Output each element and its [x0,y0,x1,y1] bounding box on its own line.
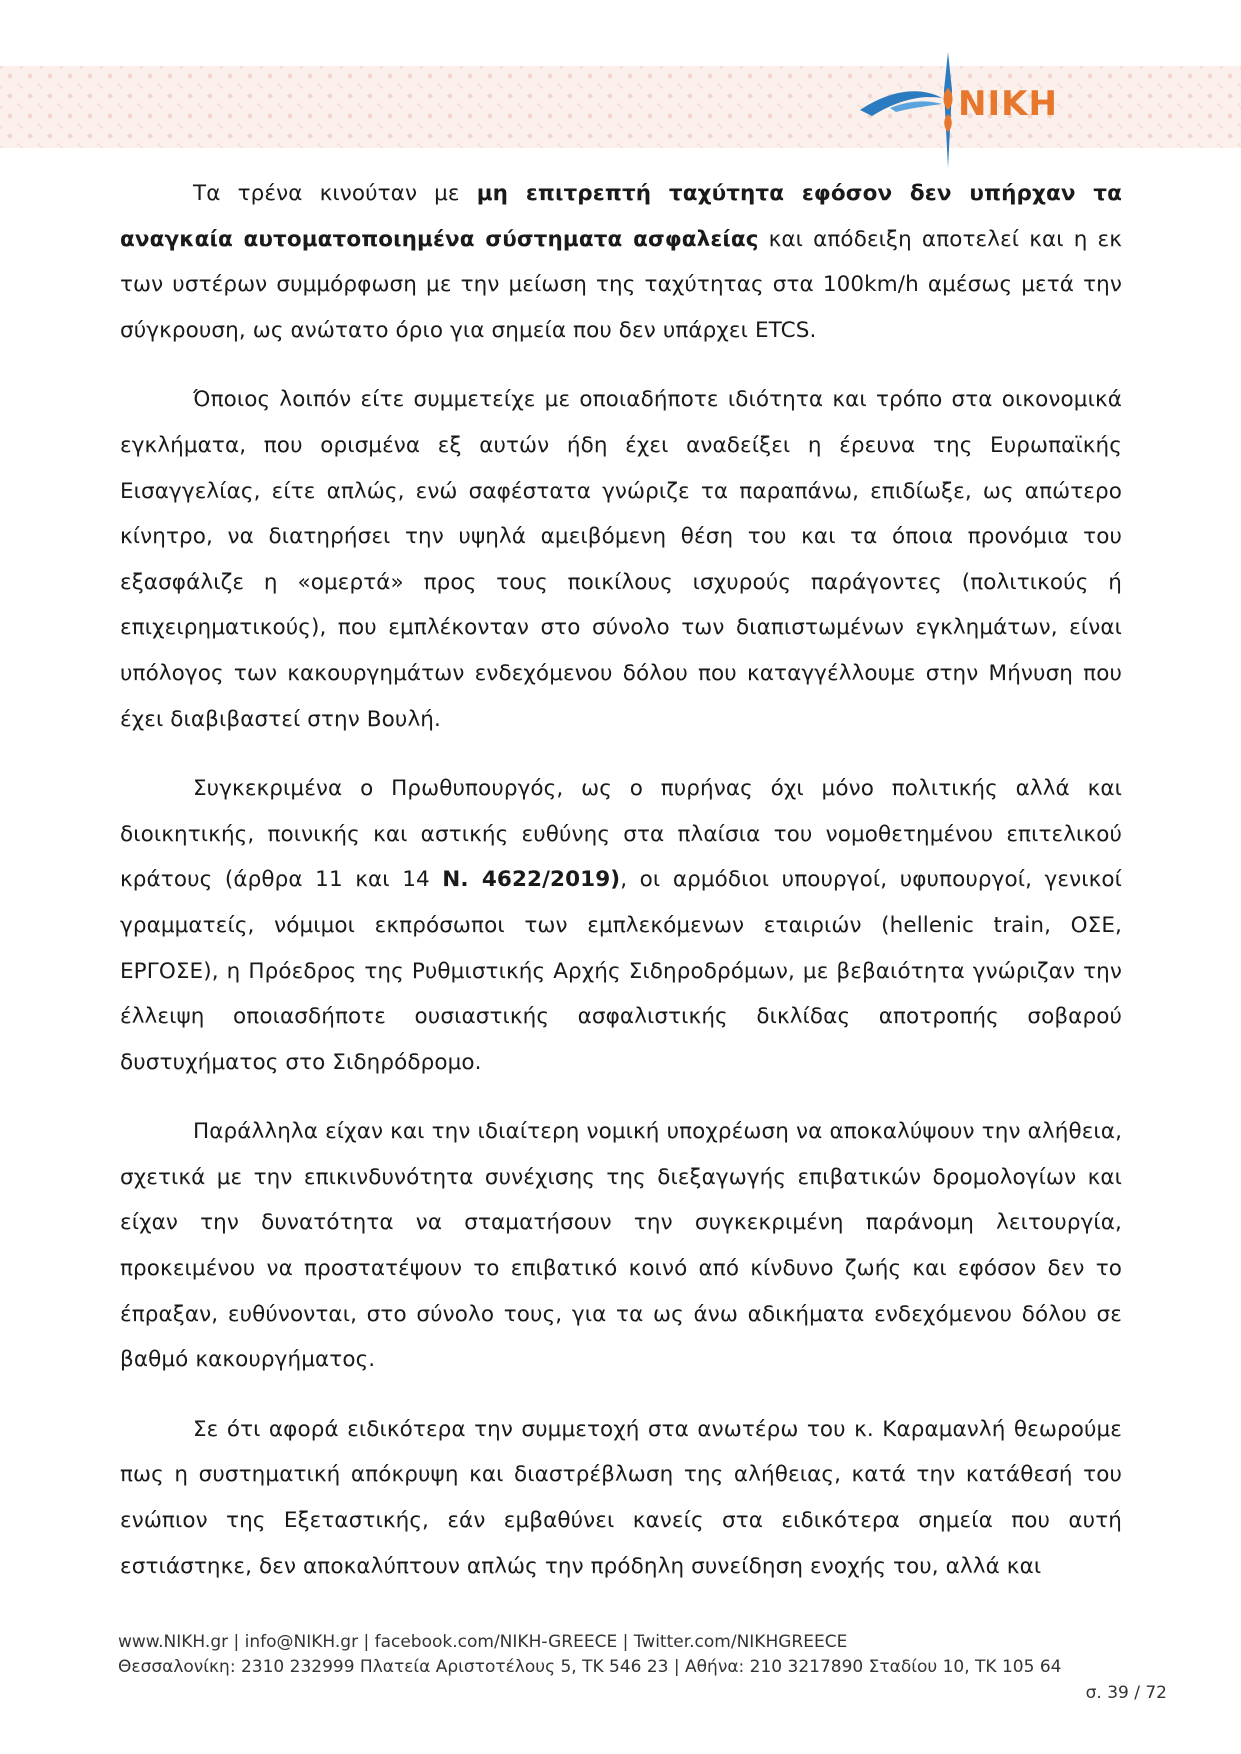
paragraph-3-text-a: Συγκεκριμένα ο Πρωθυπουργός, ως ο πυρήνας όχι μόνο πολιτικής αλλά και διοικητικής, ποινικής και αστικής ευθύνης στα πλαίσια του νομοθετημένου επιτελικού κράτους (άρθρα 11 και 14 [120,776,1122,893]
paragraph-3-bold-law: Ν. 4622/2019) [442,867,621,893]
paragraph-1 [120,171,1122,353]
paragraph-5: Σε ότι αφορά ειδικότερα την συμμετοχή στα ανωτέρω του κ. Καραμανλή θεωρούμε πως η συστηματική απόκρυψη και διαστρέβλωση της αλήθειας, κατά την κατάθεσή του ενώπιον της Εξεταστικής, εάν εμβαθύνει κανείς στα ειδικότερα σημεία που αυτή εστιάστηκε, δεν αποκαλύπτουν απλώς την πρόδηλη συνείδηση ενοχής του, αλλά και [120,1416,1122,1579]
page-footer [118,1630,1118,1680]
paragraph-1-text-a: Τα τρένα κινούταν με [193,181,477,206]
footer-addresses: Θεσσαλονίκη: 2310 232999 Πλατεία Αριστοτέλους 5, ΤΚ 546 23 | Αθήνα: 210 3217890 Σταδίου 10, ΤΚ 105 64 [118,1657,1062,1677]
nikh-logo [850,50,1090,170]
paragraph-2: Όποιος λοιπόν είτε συμμετείχε με οποιαδήποτε ιδιότητα και τρόπο στα οικονομικά εγκλήματα, που ορισμένα εξ αυτών ήδη έχει αναδείξει η έρευνα της Ευρωπαϊκής Εισαγγελίας, είτε απλώς, ενώ σαφέστατα γνώριζε τα παραπάνω, επιδίωξε, ως απώτερο κίνητρο, να διατηρήσει την υψηλά αμειβόμενη θέση του και τα όποια προνόμια του εξασφάλιζε η «ομερτά» προς τους ποικίλους ισχυρούς παράγοντες (πολιτικούς ή επιχειρηματικούς), που εμπλέκονταν στο σύνολο των διαπιστωμένων εγκλημάτων, είναι υπόλογος των κακουργημάτων ενδεχόμενου δόλου που καταγγέλλουμε στην Μήνυση που έχει διαβιβαστεί στην Βουλή. [120,387,1122,732]
page-number: σ. 39 / 72 [1085,1683,1167,1703]
paragraph-3-text-b: , οι αρμόδιοι υπουργοί, υφυπουργοί, γενικοί γραμματείς, νόμιμοι εκπρόσωποι των εμπλεκόμενων εταιριών (hellenic train, ΟΣΕ, ΕΡΓΟΣΕ), η Πρόεδρος της Ρυθμιστικής Αρχής Σιδηροδρόμων, με βεβαιότητα γνώριζαν την έλλειψη οποιασδήποτε ουσιαστικής ασφαλιστικής δικλίδας αποτροπής σοβαρού δυστυχήματος στο Σιδηρόδρομο. [120,867,1122,1075]
paragraph-3 [120,766,1122,1085]
document-body [120,171,1122,1613]
logo-wordmark: NIKH [958,84,1058,124]
paragraph-1-text-b: και απόδειξη αποτελεί και η εκ των υστέρων συμμόρφωση με την μείωση της ταχύτητας στα 100km/h αμέσως μετά την σύγκρουση, ως ανώτατο όριο για σημεία που δεν υπάρχει ETCS. [120,226,1122,343]
footer-contact-links: www.NIKH.gr | info@NIKH.gr | facebook.com/NIKH-GREECE | Twitter.com/NIKHGREECE [118,1632,848,1652]
nikh-logo-graphic [850,50,1090,170]
paragraph-4: Παράλληλα είχαν και την ιδιαίτερη νομική υποχρέωση να αποκαλύψουν την αλήθεια, σχετικά με την επικινδυνότητα συνέχισης της διεξαγωγής επιβατικών δρομολογίων και είχαν την δυνατότητα να σταματήσουν την συγκεκριμένη παράνομη λειτουργία, προκειμένου να προστατέψουν το επιβατικό κοινό από κίνδυνο ζωής και εφόσον δεν το έπραξαν, ευθύνονται, στο σύνολο τους, για τα ως άνω αδικήματα ενδεχόμενου δόλου σε βαθμό κακουργήματος. [120,1119,1122,1373]
paragraph-1-bold: μη επιτρεπτή ταχύτητα εφόσον δεν υπήρχαν τα αναγκαία αυτοματοποιημένα σύστηματα ασφαλείας [120,181,1122,252]
